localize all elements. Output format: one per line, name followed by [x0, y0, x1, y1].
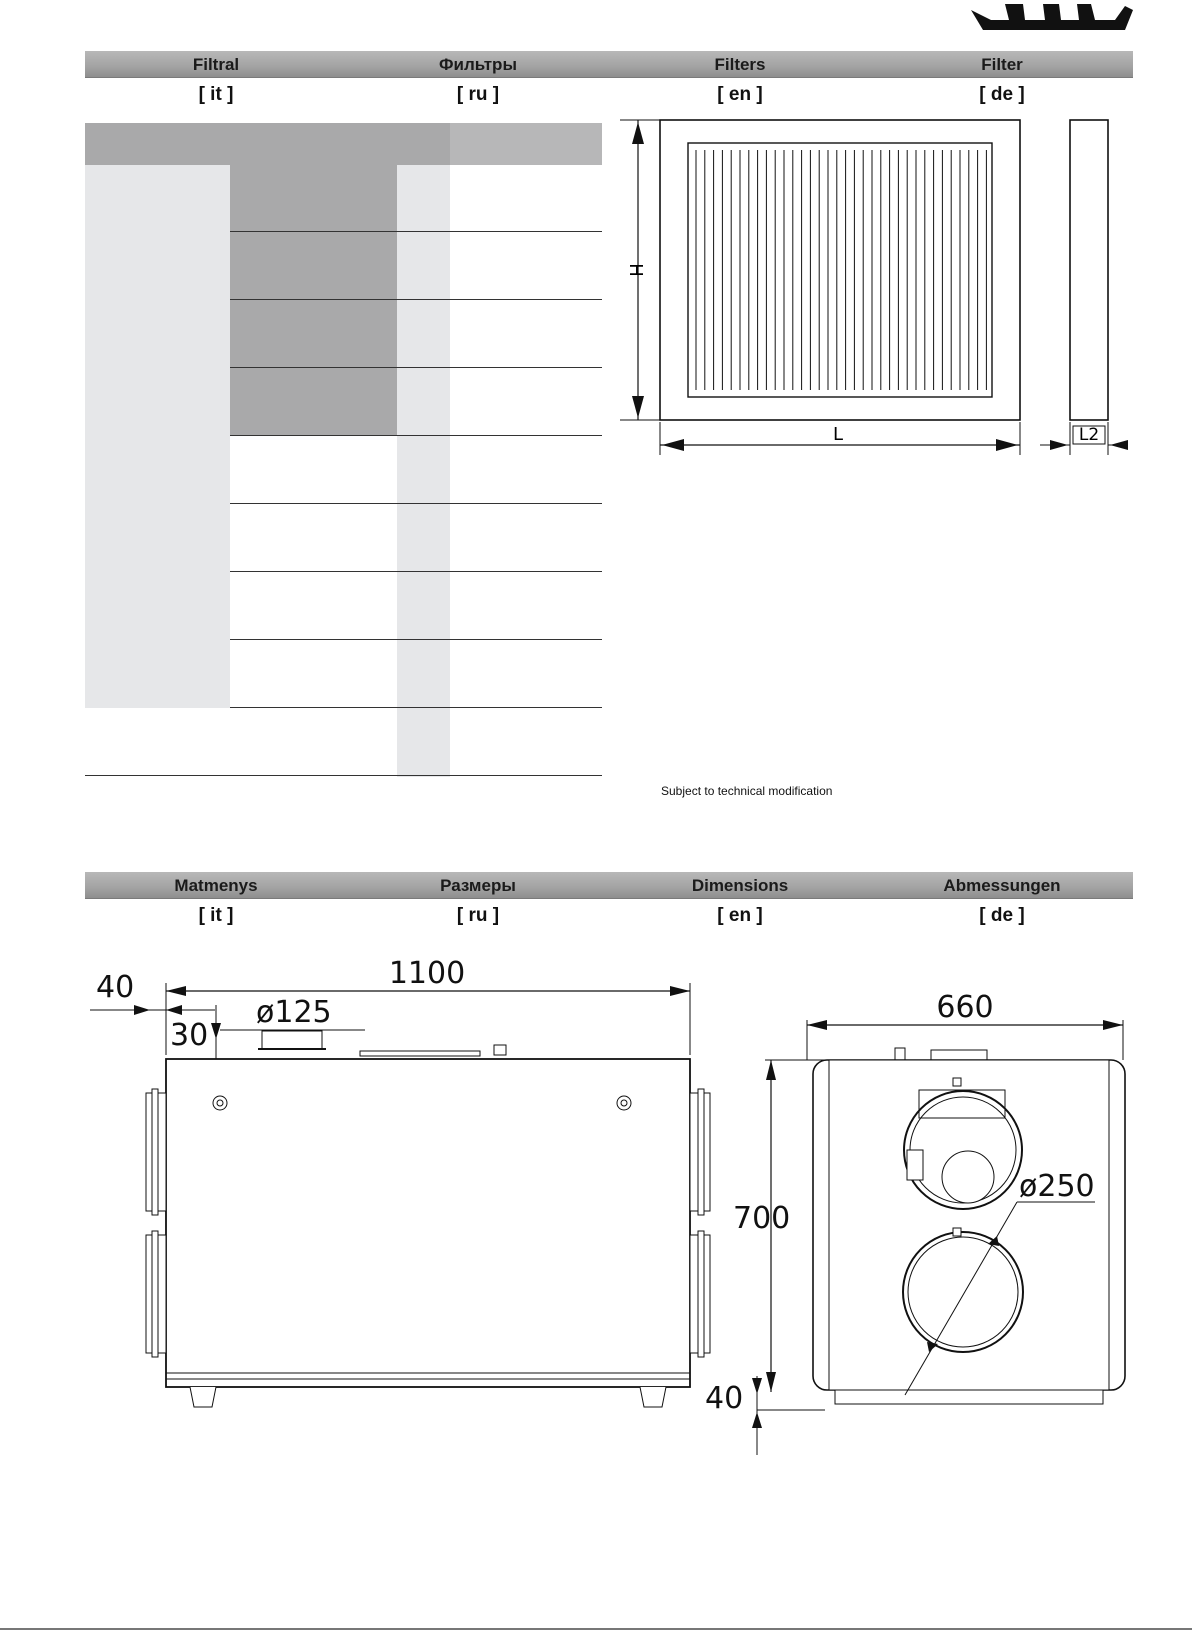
- table-dark-group: [230, 165, 397, 436]
- height-label: H: [625, 263, 646, 277]
- table-bottom-border: [85, 775, 602, 776]
- page-bottom-rule: [0, 1628, 1192, 1630]
- lang-ru: [ ru ]: [456, 84, 500, 105]
- lang-ru: [ ru ]: [456, 905, 500, 926]
- technical-note: Subject to technical modification: [661, 784, 833, 798]
- header-en: Dimensions: [691, 876, 789, 895]
- depth-label: L2: [1078, 425, 1100, 445]
- top-offset-dimension: 30: [170, 1018, 209, 1053]
- side-width-dimension: 660: [936, 990, 994, 1025]
- lang-en: [ en ]: [717, 905, 763, 926]
- filter-drawing: [610, 110, 1130, 460]
- table-row-divider: [230, 231, 602, 232]
- header-en: Filters: [714, 55, 766, 74]
- header-ru: Размеры: [440, 876, 516, 895]
- spigot-dimension: ø125: [256, 995, 332, 1030]
- table-row-divider: [230, 435, 602, 436]
- lang-de: [ de ]: [979, 84, 1025, 105]
- header-it: Filtral: [192, 55, 240, 74]
- filters-section-header: [85, 51, 1133, 78]
- table-header-cell: [450, 123, 602, 165]
- table-row-divider: [230, 707, 602, 708]
- lang-en: [ en ]: [717, 84, 763, 105]
- front-view-drawing: [90, 955, 710, 1455]
- table-row-divider: [230, 503, 602, 504]
- header-de: Abmessungen: [943, 876, 1061, 895]
- table-row-divider: [230, 639, 602, 640]
- side-height-dimension: 700: [733, 1201, 791, 1236]
- side-offset-dimension: 40: [96, 970, 135, 1005]
- header-ru: Фильтры: [439, 55, 517, 74]
- filter-spec-table: [85, 123, 602, 777]
- lang-de: [ de ]: [979, 905, 1025, 926]
- duct-diameter: ø250: [1019, 1169, 1095, 1204]
- dimensions-section-header: [85, 872, 1133, 899]
- brand-logo: [965, 0, 1135, 36]
- length-label: L: [832, 424, 844, 445]
- bottom-offset-dimension: 40: [705, 1381, 744, 1416]
- side-view-drawing: [705, 990, 1145, 1460]
- lang-it: [ it ]: [198, 84, 234, 105]
- table-row-divider: [230, 367, 602, 368]
- table-first-column: [85, 165, 230, 708]
- header-de: Filter: [981, 55, 1023, 74]
- table-narrow-column: [397, 165, 450, 777]
- lang-it: [ it ]: [198, 905, 234, 926]
- header-it: Matmenys: [174, 876, 258, 895]
- table-row-divider: [230, 571, 602, 572]
- table-row-divider: [230, 299, 602, 300]
- width-dimension: 1100: [388, 956, 466, 991]
